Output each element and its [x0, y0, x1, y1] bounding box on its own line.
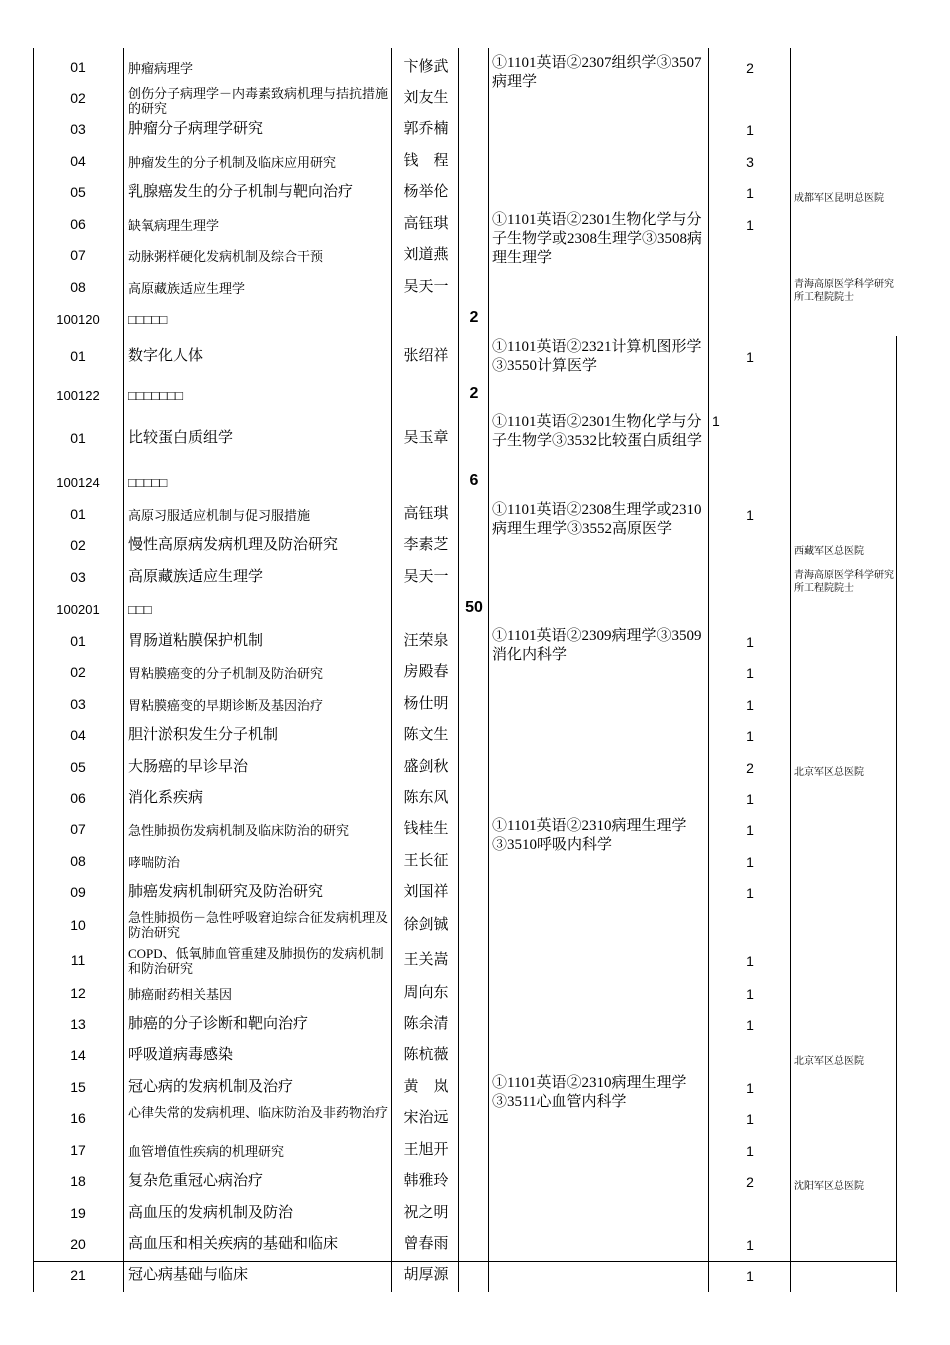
row-quota: 1 [746, 822, 754, 838]
subject-total: 6 [469, 472, 479, 489]
note-hospital: 北京军区总医院 [794, 1056, 864, 1067]
table-border-right [896, 336, 897, 1292]
row-quota: 1 [746, 728, 754, 744]
row-code: 19 [70, 1205, 86, 1221]
note-hospital: 成都军区昆明总医院 [794, 193, 884, 204]
column-divider-tutor [458, 48, 459, 1292]
row-direction: 血管增值性疾病的机理研究 [128, 1144, 285, 1159]
row-direction: 心律失常的发病机理、临床防治及非药物治疗 [128, 1105, 389, 1120]
row-code: 01 [70, 430, 86, 446]
column-divider-direction [391, 48, 392, 1292]
exam-subjects: ①1101英语②2308生理学或2310病理生理学③3552高原医学 [492, 502, 702, 537]
subject-name: □□□ [128, 602, 152, 617]
row-quota: 1 [746, 185, 754, 201]
row-code: 01 [70, 59, 86, 75]
exam-subjects: ①1101英语②2307组织学③3507病理学 [492, 55, 702, 90]
row-code: 21 [70, 1267, 86, 1283]
column-divider-quota [790, 48, 791, 1292]
exam-subjects: ①1101英语②2321计算机图形学③3550计算医学 [492, 339, 702, 374]
row-code: 05 [70, 759, 86, 775]
row-tutor: 胡厚源 [403, 1267, 449, 1283]
row-code: 09 [70, 884, 86, 900]
row-tutor: 汪荣泉 [403, 633, 449, 649]
exam-subjects: ①1101英语②2301生物化学与分子生物学③3532比较蛋白质组学 [492, 414, 703, 449]
row-quota: 1 [746, 885, 754, 901]
row-direction: 高原习服适应机制与促习服措施 [128, 508, 311, 523]
column-divider-total [488, 48, 489, 1292]
row-tutor: 高钰琪 [403, 216, 449, 232]
row-quota: 2 [746, 1174, 754, 1190]
subject-total: 50 [465, 599, 483, 616]
subject-code: 100124 [56, 475, 100, 490]
row-tutor: 刘道燕 [403, 247, 449, 263]
row-tutor: 吴玉章 [403, 430, 449, 446]
row-direction: 创伤分子病理学－内毒素致病机理与拮抗措施的研究 [128, 86, 389, 116]
row-code: 03 [70, 569, 86, 585]
row-code: 04 [70, 727, 86, 743]
row-direction: 肺癌发病机制研究及防治研究 [128, 884, 324, 900]
row-quota: 1 [746, 1080, 754, 1096]
row-code: 20 [70, 1236, 86, 1252]
row-direction: 胆汁淤积发生分子机制 [128, 727, 279, 743]
row-tutor: 陈杭薇 [403, 1047, 449, 1063]
subject-code: 100120 [56, 312, 100, 327]
column-divider-code [123, 48, 124, 1292]
row-direction: 高原藏族适应生理学 [128, 569, 264, 585]
row-direction: COPD、低氧肺血管重建及肺损伤的发病机制和防治研究 [128, 946, 384, 976]
row-direction: 急性肺损伤－急性呼吸窘迫综合征发病机理及防治研究 [128, 910, 389, 940]
row-direction: 冠心病基础与临床 [128, 1267, 249, 1283]
row-direction: 哮喘防治 [128, 855, 181, 870]
note-institute: 青海高原医学科学研究所工程院院士 [794, 279, 894, 303]
row-code: 08 [70, 853, 86, 869]
row-direction: 胃粘膜癌变的早期诊断及基因治疗 [128, 698, 324, 713]
row-direction: 高血压的发病机制及防治 [128, 1205, 294, 1221]
note-hospital: 沈阳军区总医院 [794, 1181, 864, 1192]
row-direction: 胃肠道粘膜保护机制 [128, 633, 264, 649]
row-code: 06 [70, 216, 86, 232]
row-direction: 慢性高原病发病机理及防治研究 [128, 537, 339, 553]
row-quota: 1 [746, 665, 754, 681]
row-code: 10 [70, 917, 86, 933]
row-quota: 2 [746, 760, 754, 776]
row-code: 08 [70, 279, 86, 295]
row-direction: 肿瘤发生的分子机制及临床应用研究 [128, 155, 337, 170]
row-direction: 比较蛋白质组学 [128, 430, 234, 446]
row-code: 03 [70, 696, 86, 712]
row-tutor: 陈余清 [403, 1016, 449, 1032]
row-direction: 消化系疾病 [128, 790, 204, 806]
row-direction: 数字化人体 [128, 348, 204, 364]
row-tutor: 杨举伦 [403, 184, 449, 200]
row-quota: 1 [746, 1268, 754, 1284]
row-code: 06 [70, 790, 86, 806]
row-direction: 冠心病的发病机制及治疗 [128, 1079, 294, 1095]
row-direction: 高原藏族适应生理学 [128, 281, 246, 296]
row-quota: 1 [746, 986, 754, 1002]
row-direction: 急性肺损伤发病机制及临床防治的研究 [128, 823, 350, 838]
row-tutor: 韩雅玲 [403, 1173, 449, 1189]
row-quota: 1 [746, 122, 754, 138]
row-quota: 1 [746, 349, 754, 365]
row-code: 14 [70, 1047, 86, 1063]
row-tutor: 房殿春 [403, 664, 449, 680]
row-direction: 缺氧病理生理学 [128, 218, 220, 233]
row-tutor: 黄 岚 [403, 1079, 449, 1095]
row-quota: 1 [746, 1111, 754, 1127]
row-code: 07 [70, 821, 86, 837]
row-quota: 1 [746, 854, 754, 870]
row-tutor: 钱 程 [403, 153, 449, 169]
row-quota: 2 [746, 60, 754, 76]
row-direction: 肿瘤病理学 [128, 61, 194, 76]
row-tutor: 刘友生 [403, 90, 449, 106]
row-code: 02 [70, 537, 86, 553]
row-direction: 大肠癌的早诊早治 [128, 759, 249, 775]
subject-code: 100122 [56, 388, 100, 403]
row-code: 12 [70, 985, 86, 1001]
row-code: 16 [70, 1110, 86, 1126]
row-code: 01 [70, 348, 86, 364]
row-direction: 呼吸道病毒感染 [128, 1047, 234, 1063]
row-quota-stray: 1 [712, 413, 720, 429]
row-code: 04 [70, 153, 86, 169]
row-code: 15 [70, 1079, 86, 1095]
row-quota: 1 [746, 217, 754, 233]
row-code: 13 [70, 1016, 86, 1032]
note-hospital: 西藏军区总医院 [794, 546, 864, 557]
row-tutor: 陈文生 [403, 727, 449, 743]
row-tutor: 宋治远 [403, 1110, 449, 1126]
row-tutor: 王关嵩 [403, 952, 449, 968]
subject-total: 2 [469, 309, 479, 326]
note-hospital: 北京军区总医院 [794, 767, 864, 778]
row-tutor: 杨仕明 [403, 696, 449, 712]
row-quota: 1 [746, 507, 754, 523]
row-quota: 1 [746, 953, 754, 969]
row-code: 17 [70, 1142, 86, 1158]
page-break-line [33, 1261, 896, 1262]
row-direction: 肺癌的分子诊断和靶向治疗 [128, 1016, 309, 1032]
row-tutor: 吴天一 [403, 279, 449, 295]
row-quota: 1 [746, 697, 754, 713]
row-tutor: 陈东风 [403, 790, 449, 806]
row-code: 18 [70, 1173, 86, 1189]
row-direction: 复杂危重冠心病治疗 [128, 1173, 264, 1189]
row-quota: 1 [746, 634, 754, 650]
row-code: 03 [70, 121, 86, 137]
row-tutor: 王旭开 [403, 1142, 449, 1158]
row-direction: 肿瘤分子病理学研究 [128, 121, 264, 137]
note-institute: 青海高原医学科学研究所工程院院士 [794, 570, 894, 594]
row-code: 07 [70, 247, 86, 263]
row-tutor: 盛剑秋 [403, 759, 449, 775]
exam-subjects: ①1101英语②2309病理学③3509消化内科学 [492, 628, 702, 663]
row-quota: 1 [746, 1017, 754, 1033]
row-code: 02 [70, 664, 86, 680]
row-tutor: 吴天一 [403, 569, 449, 585]
row-tutor: 卞修武 [403, 59, 449, 75]
exam-subjects: ①1101英语②2310病理生理学③3510呼吸内科学 [492, 818, 687, 853]
exam-subjects: ①1101英语②2301生物化学与分子生物学或2308生理学③3508病理生理学 [492, 212, 703, 266]
row-code: 02 [70, 90, 86, 106]
subject-total: 2 [469, 385, 479, 402]
row-quota: 1 [746, 791, 754, 807]
row-tutor: 钱桂生 [403, 821, 449, 837]
row-tutor: 高钰琪 [403, 506, 449, 522]
exam-subjects: ①1101英语②2310病理生理学③3511心血管内科学 [492, 1075, 687, 1110]
row-tutor: 王长征 [403, 853, 449, 869]
row-code: 01 [70, 633, 86, 649]
row-direction: 乳腺癌发生的分子机制与靶向治疗 [128, 184, 354, 200]
row-tutor: 祝之明 [403, 1205, 449, 1221]
row-tutor: 曾春雨 [403, 1236, 449, 1252]
row-tutor: 张绍祥 [403, 348, 449, 364]
subject-name: □□□□□ [128, 312, 168, 327]
row-direction: 动脉粥样硬化发病机制及综合干预 [128, 249, 324, 264]
column-divider-exam [708, 48, 709, 1292]
subject-name: □□□□□ [128, 475, 168, 490]
subject-code: 100201 [56, 602, 100, 617]
row-code: 01 [70, 506, 86, 522]
row-direction: 肺癌耐药相关基因 [128, 987, 233, 1002]
row-quota: 1 [746, 1143, 754, 1159]
row-tutor: 周向东 [403, 985, 449, 1001]
row-code: 05 [70, 184, 86, 200]
row-tutor: 刘国祥 [403, 884, 449, 900]
row-code: 11 [70, 952, 86, 968]
row-quota: 3 [746, 154, 754, 170]
row-direction: 高血压和相关疾病的基础和临床 [128, 1236, 339, 1252]
row-quota: 1 [746, 1237, 754, 1253]
row-tutor: 徐剑铖 [403, 917, 449, 933]
row-tutor: 李素芝 [403, 537, 449, 553]
subject-name: □□□□□□□ [128, 388, 183, 403]
row-tutor: 郭乔楠 [403, 121, 449, 137]
row-direction: 胃粘膜癌变的分子机制及防治研究 [128, 666, 324, 681]
